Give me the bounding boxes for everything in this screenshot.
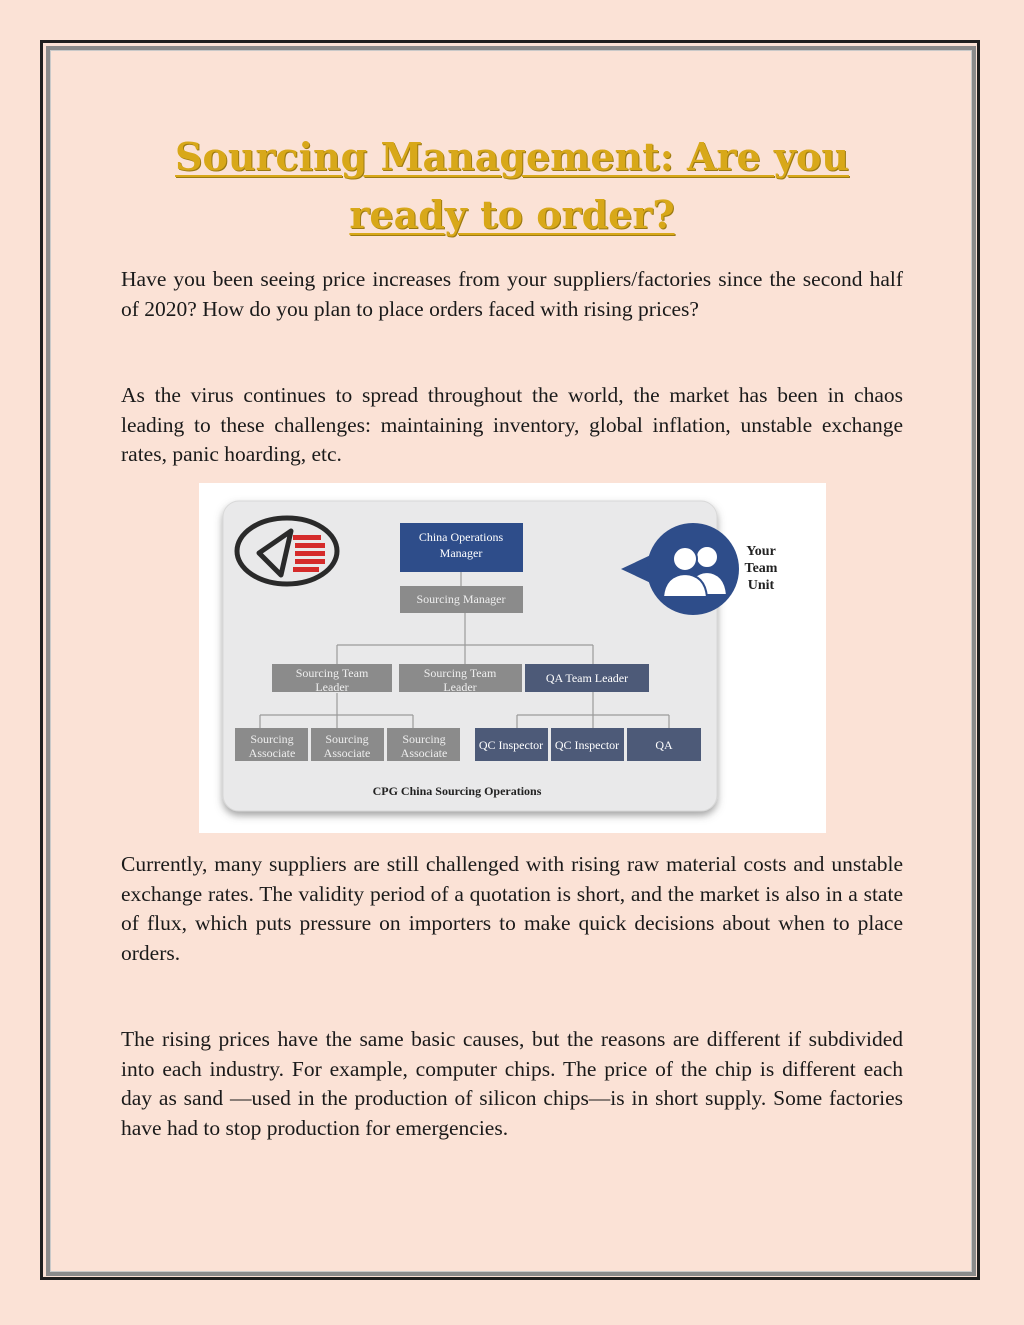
node-label: Sourcing Team — [423, 666, 497, 680]
team-unit-label-line1: Your — [746, 544, 776, 559]
node-label: QA — [655, 738, 673, 752]
node-sourcing-associate-3 — [387, 728, 460, 761]
node-label: QC Inspector — [554, 738, 620, 752]
node-label: Sourcing — [325, 732, 369, 746]
node-label: Manager — [439, 546, 483, 560]
node-sourcing-associate-2 — [311, 728, 384, 761]
node-label: Leader — [443, 680, 477, 694]
node-label: QA Team Leader — [545, 671, 629, 685]
node-label: China Operations — [418, 530, 504, 544]
node-sourcing-manager — [400, 586, 523, 613]
org-chart-image — [199, 483, 826, 833]
node-qa — [627, 728, 701, 761]
node-label: Associate — [400, 746, 448, 760]
paragraph-3: Currently, many suppliers are still challenged with rising raw material costs and unstable exchange rates. The validity period of a quotation is short, and the market is also in a state of flux, which puts pressure on importers to make quick decisions about when to place orders. — [121, 852, 903, 965]
paragraph-1: Have you been seeing price increases from your suppliers/factories since the second half of 2020? How do you plan to place orders faced with rising prices? — [121, 267, 903, 321]
node-qc-inspector-2 — [551, 728, 624, 761]
node-sourcing-team-leader-2 — [399, 664, 522, 694]
node-label: Leader — [315, 680, 349, 694]
node-sourcing-team-leader-1 — [272, 664, 392, 694]
node-label: Associate — [248, 746, 296, 760]
org-chart-caption: CPG China Sourcing Operations — [372, 784, 542, 798]
node-qc-inspector-1 — [475, 728, 548, 761]
node-label: QC Inspector — [478, 738, 544, 752]
node-label: Sourcing Team — [295, 666, 369, 680]
node-label: Sourcing — [250, 732, 294, 746]
paragraph-4: The rising prices have the same basic causes, but the reasons are different if subdivided into each industry. For example, computer chips. The price of the chip is different each day as sand —used in the production of silicon chips—is in short supply. Some factories have had to stop production for emergencies. — [121, 1027, 903, 1140]
node-china-operations-manager — [400, 523, 523, 572]
node-label: Sourcing Manager — [416, 592, 506, 606]
node-qa-team-leader — [525, 664, 649, 692]
node-sourcing-associate-1 — [235, 728, 308, 761]
node-label: Associate — [323, 746, 371, 760]
paragraph-2: As the virus continues to spread throughout the world, the market has been in chaos leading to these challenges: maintaining inventory, global inflation, unstable exchange rates, panic hoarding, etc. — [121, 383, 903, 466]
node-label: Sourcing — [402, 732, 446, 746]
team-unit-label-line2: Team — [744, 561, 778, 576]
team-unit-label-line3: Unit — [747, 578, 775, 593]
document-title: Sourcing Management: Are you ready to order? — [175, 134, 849, 237]
org-chart — [199, 483, 826, 833]
